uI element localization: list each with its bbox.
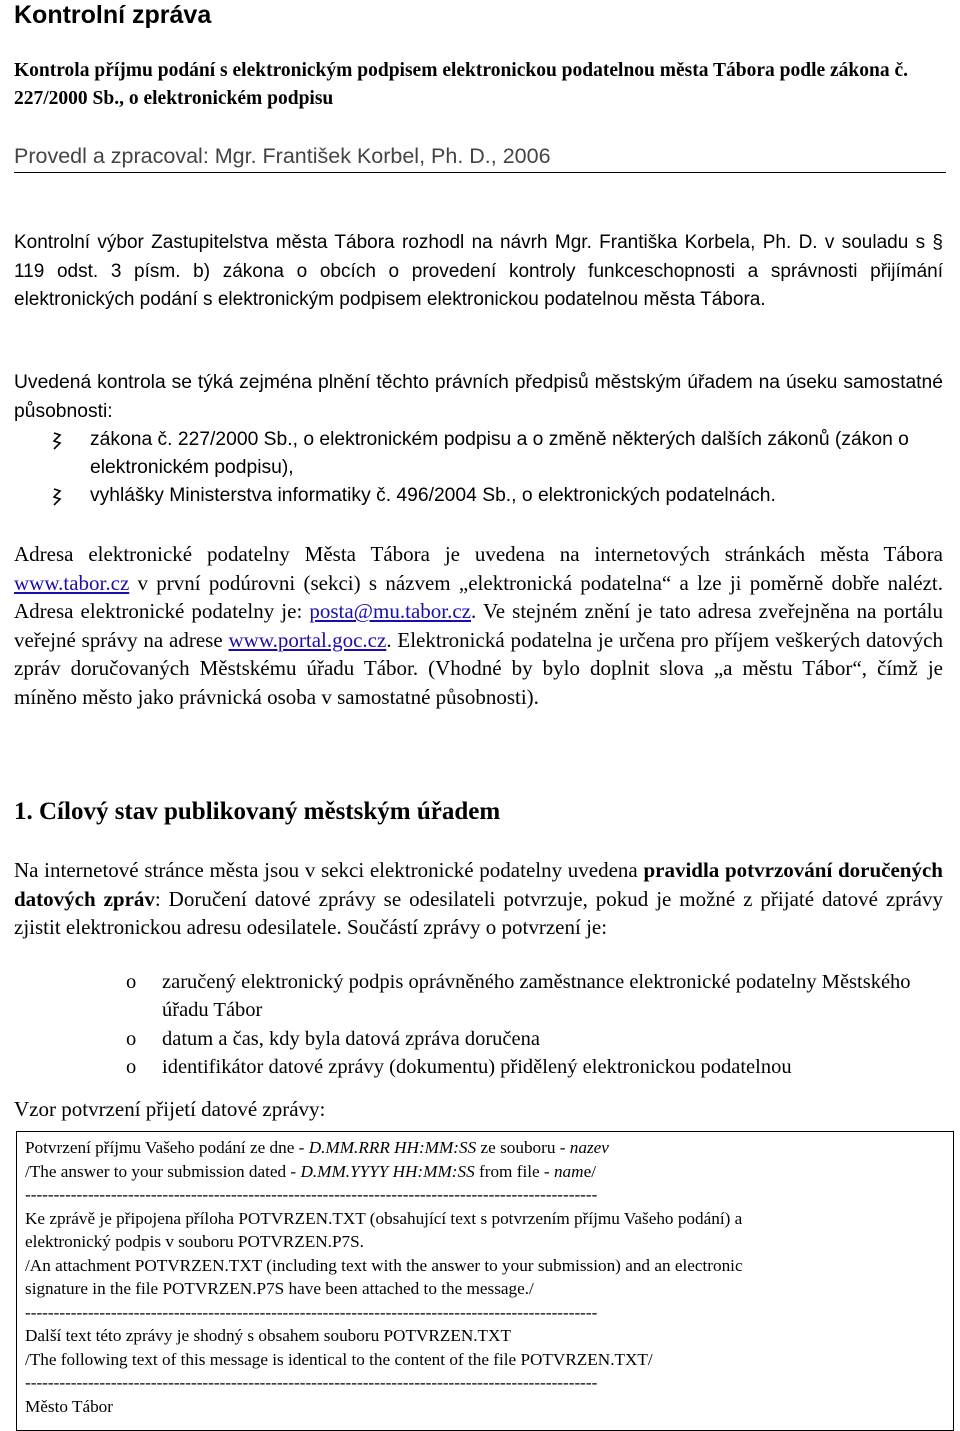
document-title: Kontrolní zpráva (14, 1, 212, 29)
document-subtitle: Kontrola příjmu podání s elektronickým podpisem elektronickou podatelnou města Tábora podle zákona č. 227/2000 Sb., o elektronickém podpisu (14, 60, 909, 109)
paragraph-rules (14, 856, 943, 942)
bold-text: pravidla potvrzování doručených datových zpráv (14, 858, 943, 911)
text-run: /The answer to your submission dated - (25, 1161, 301, 1181)
dash-separator: ---------------------------------------------------------------------------------------------------- (25, 1302, 598, 1322)
text-run: from file - (474, 1161, 554, 1181)
box-line: Ke zprávě je připojena příloha POTVRZEN.TXT (obsahující text s potvrzením příjmu Vašeho podání) a (25, 1208, 743, 1228)
box-line: Další text této zprávy je shodný s obsahem souboru POTVRZEN.TXT (25, 1326, 511, 1345)
author-line: Provedl a zpracoval: Mgr. František Korbel, Ph. D., 2006 (14, 144, 551, 168)
list-item (14, 968, 943, 1025)
box-line: Město Tábor (25, 1396, 113, 1416)
list-item (14, 482, 943, 510)
list-item-text: identifikátor datové zprávy (dokumentu) přidělený elektronickou podatelnou (162, 1055, 792, 1078)
text-run: Adresa elektronické podatelny Města Tábora je uvedena na internetových stránkách města Tábora (14, 542, 943, 566)
box-line: /The following text of this message is identical to the content of the file POTVRZEN.TXT/ (25, 1349, 653, 1369)
list-item (14, 1025, 943, 1053)
paragraph-address (14, 540, 943, 712)
paragraph-intro: Kontrolní výbor Zastupitelstva města Tábora rozhodl na návrh Mgr. Františka Korbela, Ph. D. v souladu s § 119 odst. 3 písm. b) zákona o obcích o provedení kontroly funkceschopnosti a správnosti přijímání elektronických podání s elektronickým podpisem elektronickou podatelnou města Tábora. (14, 232, 943, 310)
link-portal[interactable]: www.portal.goc.cz (228, 627, 387, 652)
box-line: elektronický podpis v souboru POTVRZEN.P7S. (25, 1232, 364, 1251)
sample-label: Vzor potvrzení přijetí datové zprávy: (14, 1097, 326, 1121)
section-sign-bullet-icon (50, 430, 64, 452)
box-line (25, 1136, 945, 1160)
bullet-marker: o (126, 1027, 137, 1050)
confirm-list (14, 968, 943, 1081)
list-item (14, 1053, 943, 1081)
text-run: Potvrzení příjmu Vašeho podání ze dne - (25, 1138, 309, 1157)
bullet-marker: o (126, 971, 137, 993)
law-list (14, 426, 943, 510)
text-run: : Doručení datové zprávy se odesilateli potvrzuje, pokud je možné z přijaté datové zprávy zjistit elektronickou adresu odesilatele. Součástí zprávy o potvrzení je: (14, 886, 943, 939)
box-line (25, 1160, 945, 1184)
list-item-text: datum a čas, kdy byla datová zpráva doručena (162, 1027, 540, 1050)
box-line: signature in the file POTVRZEN.P7S have been attached to the message./ (25, 1279, 534, 1298)
text-run: e/ (583, 1161, 596, 1181)
text-run: . Ve stejném znění je tato adresa zveřejněna na portálu veřejné správy na adrese (14, 599, 943, 652)
italic-text: nam (553, 1161, 584, 1181)
box-line: /An attachment POTVRZEN.TXT (including text with the answer to your submission) and an electronic (25, 1255, 743, 1275)
dash-separator: ---------------------------------------------------------------------------------------------------- (25, 1373, 598, 1392)
section-sign-bullet-icon (50, 486, 64, 508)
paragraph-scope: Uvedená kontrola se týká zejména plnění těchto právních předpisů městským úřadem na úseku samostatné působnosti: (14, 372, 943, 422)
law-item-2: vyhlášky Ministerstva informatiky č. 496/2004 Sb., o elektronických podatelnách. (90, 485, 776, 506)
italic-text: nazev (569, 1138, 609, 1157)
law-item-1: zákona č. 227/2000 Sb., o elektronickém podpisu a o změně některých dalších zákonů (zákon o elektronickém podpisu), (90, 429, 909, 478)
italic-text: D.MM.RRR HH:MM:SS (308, 1138, 477, 1157)
text-run: v první podúrovni (sekci) s názvem „elektronická podatelna“ a lze ji poměrně dobře nalézt. Adresa elektronické podatelny je: (14, 570, 943, 624)
link-posta-email[interactable]: posta@mu.tabor.cz (309, 599, 471, 624)
list-item (14, 426, 943, 482)
text-run: ze souboru - (476, 1138, 570, 1157)
text-run: Na internetové stránce města jsou v sekci elektronické podatelny uvedena (14, 858, 644, 882)
text-run: . Elektronická podatelna je určena pro příjem veškerých datových zpráv doručovaných Městskému úřadu Tábor. (Vhodné by bylo doplnit slova „a městu Tábor“, čímž je míněno město jako právnická osoba v samostatné působnosti). (14, 627, 943, 709)
horizontal-rule (14, 172, 946, 173)
section-heading: 1. Cílový stav publikovaný městským úřadem (14, 798, 501, 825)
italic-text: D.MM.YYYY HH:MM:SS (300, 1161, 475, 1181)
list-item-text: zaručený elektronický podpis oprávněného zaměstnance elektronické podatelny Městského úřadu Tábor (162, 971, 911, 1022)
dash-separator: ---------------------------------------------------------------------------------------------------- (25, 1185, 598, 1204)
sample-confirmation-box (16, 1131, 954, 1431)
bullet-marker: o (126, 1055, 137, 1078)
link-tabor-web[interactable]: www.tabor.cz (14, 570, 130, 595)
